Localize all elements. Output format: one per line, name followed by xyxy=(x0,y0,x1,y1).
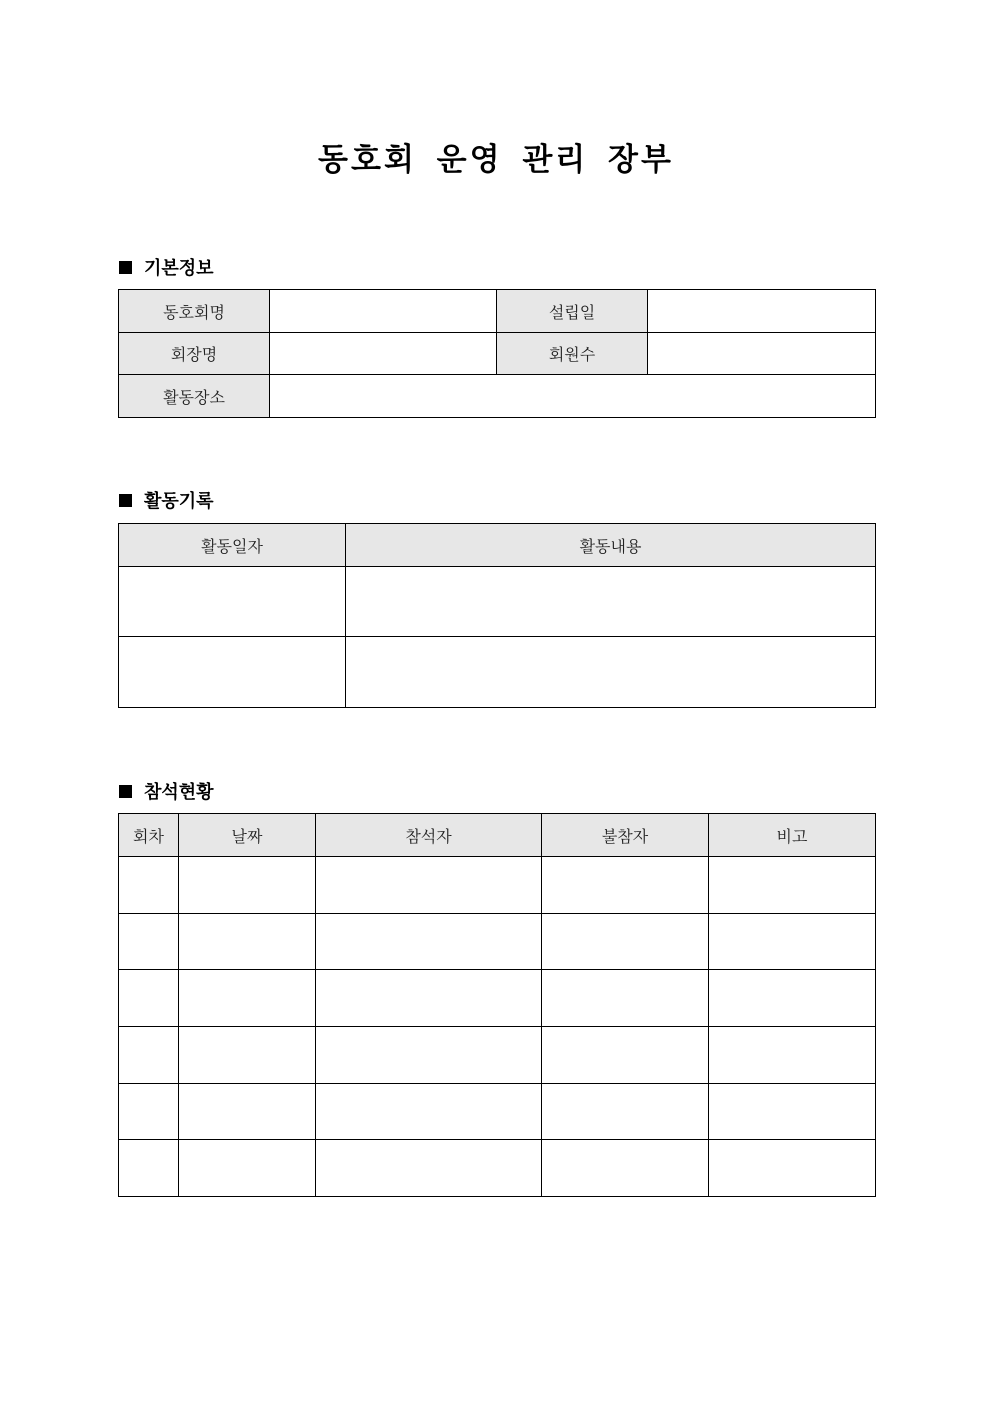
attendees-cell[interactable] xyxy=(316,1140,542,1197)
date-cell[interactable] xyxy=(179,914,316,970)
absentees-cell[interactable] xyxy=(542,1027,709,1084)
session-cell[interactable] xyxy=(119,914,179,970)
column-header-session: 회차 xyxy=(119,814,179,857)
activity-date-cell[interactable] xyxy=(119,637,346,708)
absentees-cell[interactable] xyxy=(542,970,709,1027)
member-count-field[interactable] xyxy=(648,333,876,375)
section-heading-attendance xyxy=(119,778,214,804)
table-row xyxy=(119,970,876,1027)
session-cell[interactable] xyxy=(119,1084,179,1140)
session-cell[interactable] xyxy=(119,970,179,1027)
date-cell[interactable] xyxy=(179,1084,316,1140)
section-heading-label: 활동기록 xyxy=(144,491,214,512)
attendees-cell[interactable] xyxy=(316,1027,542,1084)
session-cell[interactable] xyxy=(119,1027,179,1084)
basic-info-table xyxy=(118,289,876,418)
square-bullet-icon xyxy=(119,261,132,274)
date-cell[interactable] xyxy=(179,857,316,914)
column-header-date: 날짜 xyxy=(179,814,316,857)
table-row xyxy=(119,290,876,333)
founded-date-label: 설립일 xyxy=(497,290,648,333)
venue-field[interactable] xyxy=(270,375,876,418)
section-heading-label: 참석현황 xyxy=(144,782,214,803)
attendees-cell[interactable] xyxy=(316,1084,542,1140)
member-count-label: 회원수 xyxy=(497,333,648,375)
section-heading-activity-log xyxy=(119,487,214,513)
absentees-cell[interactable] xyxy=(542,1084,709,1140)
table-row xyxy=(119,637,876,708)
table-header-row xyxy=(119,524,876,567)
activity-content-cell[interactable] xyxy=(346,567,876,637)
remarks-cell[interactable] xyxy=(709,970,876,1027)
column-header-attendees: 참석자 xyxy=(316,814,542,857)
president-field[interactable] xyxy=(270,333,497,375)
absentees-cell[interactable] xyxy=(542,1140,709,1197)
square-bullet-icon xyxy=(119,785,132,798)
column-header-remarks: 비고 xyxy=(709,814,876,857)
date-cell[interactable] xyxy=(179,970,316,1027)
column-header-absentees: 불참자 xyxy=(542,814,709,857)
session-cell[interactable] xyxy=(119,857,179,914)
table-row xyxy=(119,333,876,375)
session-cell[interactable] xyxy=(119,1140,179,1197)
section-heading-basic-info xyxy=(119,254,214,280)
date-cell[interactable] xyxy=(179,1140,316,1197)
founded-date-field[interactable] xyxy=(648,290,876,333)
attendees-cell[interactable] xyxy=(316,857,542,914)
remarks-cell[interactable] xyxy=(709,857,876,914)
column-header-activity-date: 활동일자 xyxy=(119,524,346,567)
table-row xyxy=(119,1027,876,1084)
table-row xyxy=(119,375,876,418)
remarks-cell[interactable] xyxy=(709,1084,876,1140)
date-cell[interactable] xyxy=(179,1027,316,1084)
attendance-table xyxy=(118,813,876,1197)
table-row xyxy=(119,1084,876,1140)
table-header-row xyxy=(119,814,876,857)
absentees-cell[interactable] xyxy=(542,857,709,914)
club-name-label: 동호회명 xyxy=(119,290,270,333)
absentees-cell[interactable] xyxy=(542,914,709,970)
remarks-cell[interactable] xyxy=(709,1027,876,1084)
square-bullet-icon xyxy=(119,494,132,507)
table-row xyxy=(119,914,876,970)
column-header-activity-content: 활동내용 xyxy=(346,524,876,567)
attendees-cell[interactable] xyxy=(316,970,542,1027)
club-name-field[interactable] xyxy=(270,290,497,333)
activity-date-cell[interactable] xyxy=(119,567,346,637)
section-heading-label: 기본정보 xyxy=(144,258,214,279)
page-title: 동호회 운영 관리 장부 xyxy=(318,142,674,178)
activity-log-table xyxy=(118,523,876,708)
table-row xyxy=(119,857,876,914)
remarks-cell[interactable] xyxy=(709,1140,876,1197)
attendees-cell[interactable] xyxy=(316,914,542,970)
table-row xyxy=(119,1140,876,1197)
remarks-cell[interactable] xyxy=(709,914,876,970)
president-label: 회장명 xyxy=(119,333,270,375)
table-row xyxy=(119,567,876,637)
venue-label: 활동장소 xyxy=(119,375,270,418)
activity-content-cell[interactable] xyxy=(346,637,876,708)
